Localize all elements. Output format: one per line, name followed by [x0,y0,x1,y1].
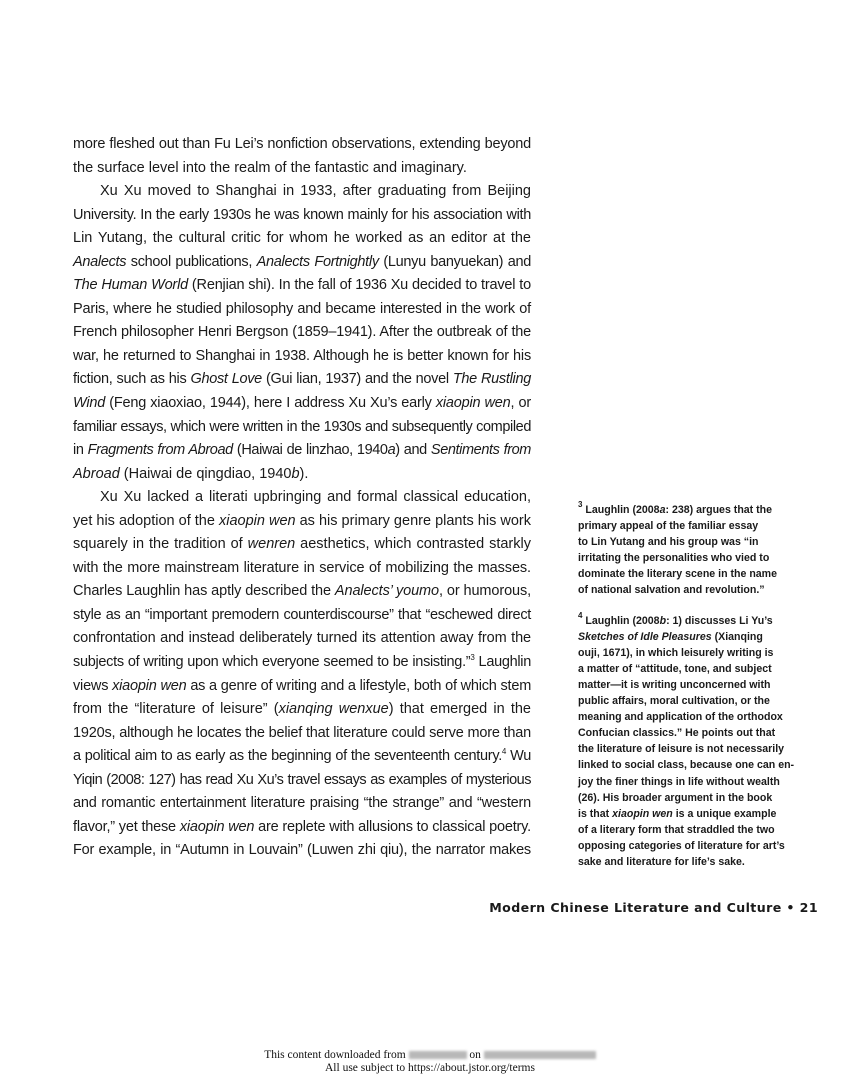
text-run: yet his adoption of the [73,512,219,529]
footnote-3 [578,502,814,599]
text-run: style as an “important premodern counterdiscourse” that “eschewed direct [73,606,531,623]
italic-run [612,808,673,820]
text-run: from the “literature of leisure” ( [73,701,279,718]
text-run: public affairs, moral cultivation, or the [578,695,770,708]
text-run: primary appeal of the familiar essay [578,520,759,533]
text-run: as a genre of writing and a lifestyle, both of which stem [186,677,532,694]
text-line [578,610,814,629]
text-line [578,582,814,598]
italic-run [453,371,531,387]
text-line [578,677,814,693]
italic-run [257,254,379,270]
text-line [578,693,814,709]
text-run: Yiqin (2008: 127) has read Xu Xu’s travel essays as examples of mysterious [73,771,531,788]
text-line [578,774,814,790]
text-run: b [291,465,300,482]
italic-run [431,442,531,458]
text-run: xiaopin wen [435,395,511,412]
text-line [73,204,531,228]
text-line [578,854,814,870]
footnote-marker: 3 [578,500,583,509]
footnote-marker: 4 [501,747,507,757]
text-line [73,368,531,392]
text-run: war, he returned to Shanghai in 1938. Although he is better known for his [73,347,531,364]
text-run: Confucian classics.” He points out that [578,727,776,740]
text-run: more fleshed out than Fu Lei’s nonfiction observations, extending beyond [73,136,531,152]
text-run: ). [299,465,309,482]
text-run: xiaopin wen [179,818,255,835]
text-run: 1920s, although he locates the belief that literature could serve more than [73,724,531,741]
text-line [73,463,531,487]
text-run: , or humorous, [439,583,532,600]
text-line [73,557,531,581]
text-run: the surface level into the realm of the fantastic and imaginary. [73,159,467,176]
text-line [73,227,531,251]
text-run: Wind [73,395,106,412]
text-run: , or [510,395,531,412]
text-line [578,645,814,661]
text-line [73,345,531,369]
text-line [73,651,531,675]
text-run: xianqing wenxue [278,701,389,718]
text-run: is a unique example [672,807,777,820]
italic-run [190,371,261,387]
text-run: linked to social class, because one can en- [578,759,795,772]
text-run: Abroad [73,465,120,482]
text-line [578,725,814,741]
text-line [73,157,531,181]
text-run: Analects’ youmo [334,583,439,600]
text-run: Analects [73,253,127,270]
text-line [578,566,814,582]
text-run: a [659,504,666,516]
text-line [73,133,531,157]
text-run: Lin Yutang, the cultural critic for whom he worked as an editor at the [73,230,531,247]
text-run: to Lin Yutang and his group was “in [578,536,759,549]
text-line [73,769,531,793]
text-run: : 1) discusses Li Yu’s [666,614,773,627]
text-run: : 238) argues that the [665,504,773,516]
text-line [578,806,814,822]
redacted-date [484,1051,596,1059]
text-run: Xu Xu lacked a literati upbringing and formal classical education, [100,489,531,506]
text-run: squarely in the tradition of [73,536,248,553]
text-line [578,790,814,806]
text-run: flavor,” yet these [73,818,180,835]
text-run: The Rustling [452,371,531,388]
text-run: of national salvation and revolution.” [578,584,765,597]
text-run: Laughlin [474,654,531,671]
body-text [73,133,531,863]
text-run: school publications, [126,253,257,270]
text-run: (Lunyu banyuekan) and [378,253,531,270]
italic-run [578,631,712,643]
text-run: ) that emerged in the [388,701,531,718]
text-run: Ghost Love [190,371,262,388]
text-run: joy the finer things in life without wealth [578,775,780,788]
text-line [73,392,531,416]
text-line [73,298,531,322]
text-line [578,741,814,757]
download-on: on [469,1049,481,1061]
text-line [73,816,531,840]
download-line-1 [0,1049,860,1062]
text-line [578,838,814,854]
text-line [73,627,531,651]
text-run: aesthetics, which contrasted starkly [295,536,531,553]
italic-run [73,254,126,270]
italic-run [73,466,120,482]
text-run: is that [578,807,613,820]
text-run: the literature of leisure is not necessarily [578,743,785,756]
text-run: Charles Laughlin has aptly described the [73,583,335,600]
text-line [73,604,531,628]
download-notice [0,1049,860,1075]
text-run: (Gui lian, 1937) and the novel [261,371,453,388]
text-run: wenren [247,536,296,553]
text-run: ouji, 1671), in which leisurely writing is [578,646,774,659]
text-run: of a literary form that straddled the two [578,823,775,836]
text-run: ) and [395,442,431,459]
text-run: The Human World [73,277,188,294]
text-run: xiaopin wen [218,512,296,529]
text-run: French philosopher Henri Bergson (1859–1941). After the outbreak of the [73,324,531,341]
text-run: views [73,677,113,694]
text-run: fiction, such as his [73,371,191,388]
running-footer: Modern Chinese Literature and Culture • 21 [489,900,818,915]
text-line [73,251,531,275]
text-line [73,580,531,604]
text-line [578,502,814,518]
text-line [73,533,531,557]
text-run: Sketches of Idle Pleasures [578,630,712,643]
footnote-marker: 4 [578,610,583,620]
text-line [73,486,531,510]
text-run: (Feng xiaoxiao, 1944), here I address Xu Xu’s early [105,395,436,412]
redacted-ip [409,1051,467,1059]
italic-run [180,819,254,835]
italic-run [291,466,299,482]
text-run: in [73,442,88,459]
text-run: opposing categories of literature for art’s [578,839,785,852]
footnote-marker: 3 [470,653,475,663]
text-run: a [387,442,396,459]
text-line [73,439,531,463]
text-run: For example, in “Autumn in Louvain” (Luwen zhi qiu), the narrator makes [73,842,531,859]
italic-run [279,701,389,717]
text-run: xiaopin wen [112,677,187,694]
text-run: (Haiwai de linzhao, 1940 [232,442,388,459]
text-run: (Renjian shi). In the fall of 1936 Xu decided to travel to [187,277,531,294]
text-line [578,661,814,677]
text-line [73,675,531,699]
text-run: (Haiwai de qingdiao, 1940 [119,465,292,482]
italic-run [219,513,296,529]
text-line [578,822,814,838]
footnotes [578,502,814,884]
download-line-2: All use subject to https://about.jstor.org/terms [325,1062,535,1074]
text-line [73,839,531,863]
text-line [578,757,814,773]
text-run: and romantic entertainment literature praising “the strange” and “western [73,795,531,812]
text-run: Paris, where he studied philosophy and became interested in the work of [73,300,531,317]
text-run: are replete with allusions to classical poetry. [254,818,531,835]
italic-run [73,277,188,293]
text-line [73,745,531,769]
text-run: Sentiments from [430,442,531,459]
text-line [73,274,531,298]
text-line [73,510,531,534]
text-line [73,416,531,440]
text-run: confrontation and instead deliberately turned its attention away from the [73,630,531,647]
italic-run [73,395,105,411]
text-run: Laughlin (2008 [582,614,660,627]
text-run: a matter of “attitude, tone, and subject [578,662,772,675]
text-run: subjects of writing upon which everyone seemed to be insisting.” [73,654,471,671]
text-run: xiaopin wen [612,807,673,820]
text-run: with the more mainstream literature in service of mobilizing the masses. [73,559,531,576]
text-line [73,792,531,816]
text-run: familiar essays, which were written in the 1930s and subsequently compiled [73,418,531,435]
text-run: dominate the literary scene in the name [578,568,777,581]
text-run: sake and literature for life’s sake. [578,855,745,868]
text-run: as his primary genre plants his work [295,512,531,529]
text-run: meaning and application of the orthodox [578,711,783,724]
text-run: (26). His broader argument in the book [578,791,773,804]
italic-run [436,395,511,411]
text-line [578,629,814,645]
text-line [73,321,531,345]
text-run: Wu [506,748,531,765]
text-run: (Xianqing [711,630,763,643]
text-run: b [659,614,667,627]
text-run: irritating the personalities who vied to [578,552,770,565]
text-run: Fragments from Abroad [87,442,233,459]
italic-run [88,442,233,458]
text-run: Xu Xu moved to Shanghai in 1933, after graduating from Beijing [100,183,531,200]
text-line [73,698,531,722]
text-run: Laughlin (2008 [582,504,660,516]
text-line [578,550,814,566]
italic-run [112,678,186,694]
italic-run [248,536,296,552]
text-run: matter—it is writing unconcerned with [578,678,771,691]
text-line [578,709,814,725]
text-run: Analects Fortnightly [256,253,379,270]
text-run: a political aim to as early as the beginning of the seventeenth century. [73,748,502,765]
download-prefix: This content downloaded from [264,1049,406,1061]
text-line [578,534,814,550]
italic-run [335,583,439,599]
text-line [73,722,531,746]
footnote-4 [578,610,814,871]
text-line [578,518,814,534]
text-line [73,180,531,204]
text-run: University. In the early 1930s he was known mainly for his association with [73,206,531,223]
